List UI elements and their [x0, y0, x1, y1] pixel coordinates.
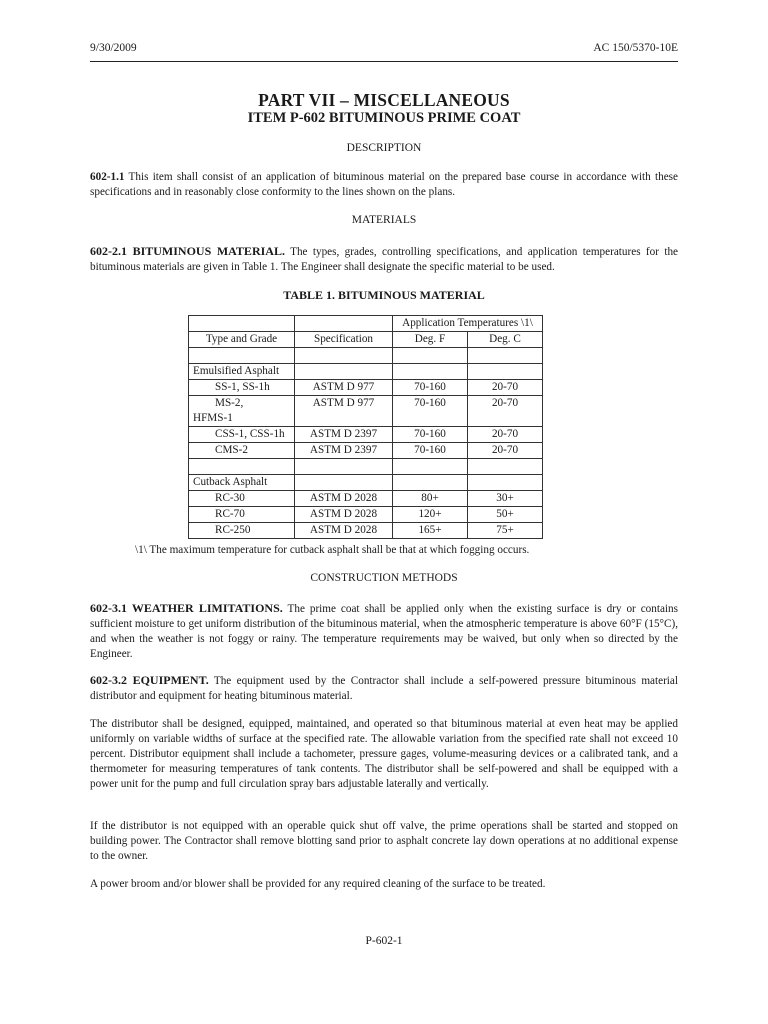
page-number: P-602-1 [365, 935, 403, 947]
col-header-deg-f: Deg. F [393, 332, 468, 348]
header-doc-id: AC 150/5370-10E [593, 42, 678, 54]
section-construction: CONSTRUCTION METHODS [310, 572, 458, 584]
table-header-row [189, 332, 543, 348]
col-header-deg-c: Deg. C [468, 332, 543, 348]
paragraph-602-3-2 [90, 673, 678, 704]
paragraph-text: The prime coat shall be applied only when the existing surface is dry or contains sufficient moisture to get uniform distribution of the bituminous material, when the atmospheric temperature is above 60°F (15°C), and when the weather is not foggy or rainy. The temperature requirements may be waived, but only when so directed by the Engineer. [90, 603, 678, 660]
paragraph-heading: EQUIPMENT. [127, 673, 209, 687]
paragraph-602-1-1 [90, 170, 678, 200]
part-title: PART VII – MISCELLANEOUS [258, 90, 510, 110]
paragraph-number: 602-3.1 [90, 601, 127, 615]
page-header [90, 42, 678, 54]
table-row: RC-250 ASTM D 2028 165+ 75+ [189, 523, 543, 539]
table-row: RC-30 ASTM D 2028 80+ 30+ [189, 491, 543, 507]
paragraph-distributor: The distributor shall be designed, equipped, maintained, and operated so that bituminous material at even heat may be applied uniformly on variable widths of surface at the specified rate. The allowable variation from the specified rate shall not exceed 10 percent. Distributor equipment shall include a tachometer, pressure gages, volume-measuring devices or a calibrated tank, and a thermometer for measuring temperatures of tank contents. The distributor shall be self-powered and shall be equipped with a power unit for the pump and full circulation spray bars adjustable laterally and vertically. [90, 718, 678, 790]
table-title: TABLE 1. BITUMINOUS MATERIAL [283, 288, 485, 302]
item-title: ITEM P-602 BITUMINOUS PRIME COAT [247, 110, 521, 126]
paragraph-text: The equipment used by the Contractor shall include a self-powered pressure bituminous material distributor and equipment for heating bituminous material. [90, 675, 678, 702]
paragraph-number: 602-1.1 [90, 171, 125, 183]
header-date: 9/30/2009 [90, 42, 137, 54]
table-footnote: \1\ The maximum temperature for cutback asphalt shall be that at which fogging occurs. [135, 544, 530, 556]
table-group-row [189, 475, 543, 491]
table-group-row [189, 364, 543, 380]
table-row: CSS-1, CSS-1h ASTM D 2397 70-160 20-70 [189, 427, 543, 443]
section-materials: MATERIALS [351, 214, 417, 226]
paragraph-shutoff-valve: If the distributor is not equipped with an operable quick shut off valve, the prime operations shall be started and stopped on building power. The Contractor shall remove blotting sand prior to asphalt concrete lay down operations at no additional expense to the owner. [90, 820, 678, 862]
table-row: SS-1, SS-1h ASTM D 977 70-160 20-70 [189, 380, 543, 396]
table-row [189, 316, 543, 332]
paragraph-text: The types, grades, controlling specifications, and application temperatures for the bituminous materials are given in Table 1. The Engineer shall designate the specific material to be used. [90, 246, 679, 273]
header-rule [90, 61, 678, 62]
paragraph-number: 602-3.2 [90, 673, 127, 687]
paragraph-text: This item shall consist of an application of bituminous material on the prepared base course in accordance with these specifications and in reasonably close conformity to the lines shown on the plans. [90, 171, 678, 198]
col-header-type: Type and Grade [189, 332, 295, 348]
table-row-spacer [189, 459, 543, 475]
col-header-spec: Specification [295, 332, 393, 348]
app-temps-header: Application Temperatures \1\ [393, 316, 543, 332]
table-row: CMS-2 ASTM D 2397 70-160 20-70 [189, 443, 543, 459]
bituminous-material-table [188, 315, 543, 539]
paragraph-602-2-1 [90, 244, 678, 275]
table-row: RC-70 ASTM D 2028 120+ 50+ [189, 507, 543, 523]
paragraph-602-3-1 [90, 601, 678, 662]
table-row: HFMS-1 [189, 411, 543, 427]
paragraph-number: 602-2.1 [90, 244, 127, 258]
paragraph-power-broom: A power broom and/or blower shall be provided for any required cleaning of the surface to be treated. [90, 878, 546, 890]
table-row: MS-2, ASTM D 977 70-160 20-70 [189, 396, 543, 412]
table-row-spacer [189, 348, 543, 364]
paragraph-heading: WEATHER LIMITATIONS. [127, 601, 283, 615]
paragraph-heading: BITUMINOUS MATERIAL. [127, 244, 285, 258]
group-cutback: Cutback Asphalt [189, 475, 295, 491]
group-emulsified: Emulsified Asphalt [189, 364, 295, 380]
section-description: DESCRIPTION [346, 142, 422, 154]
